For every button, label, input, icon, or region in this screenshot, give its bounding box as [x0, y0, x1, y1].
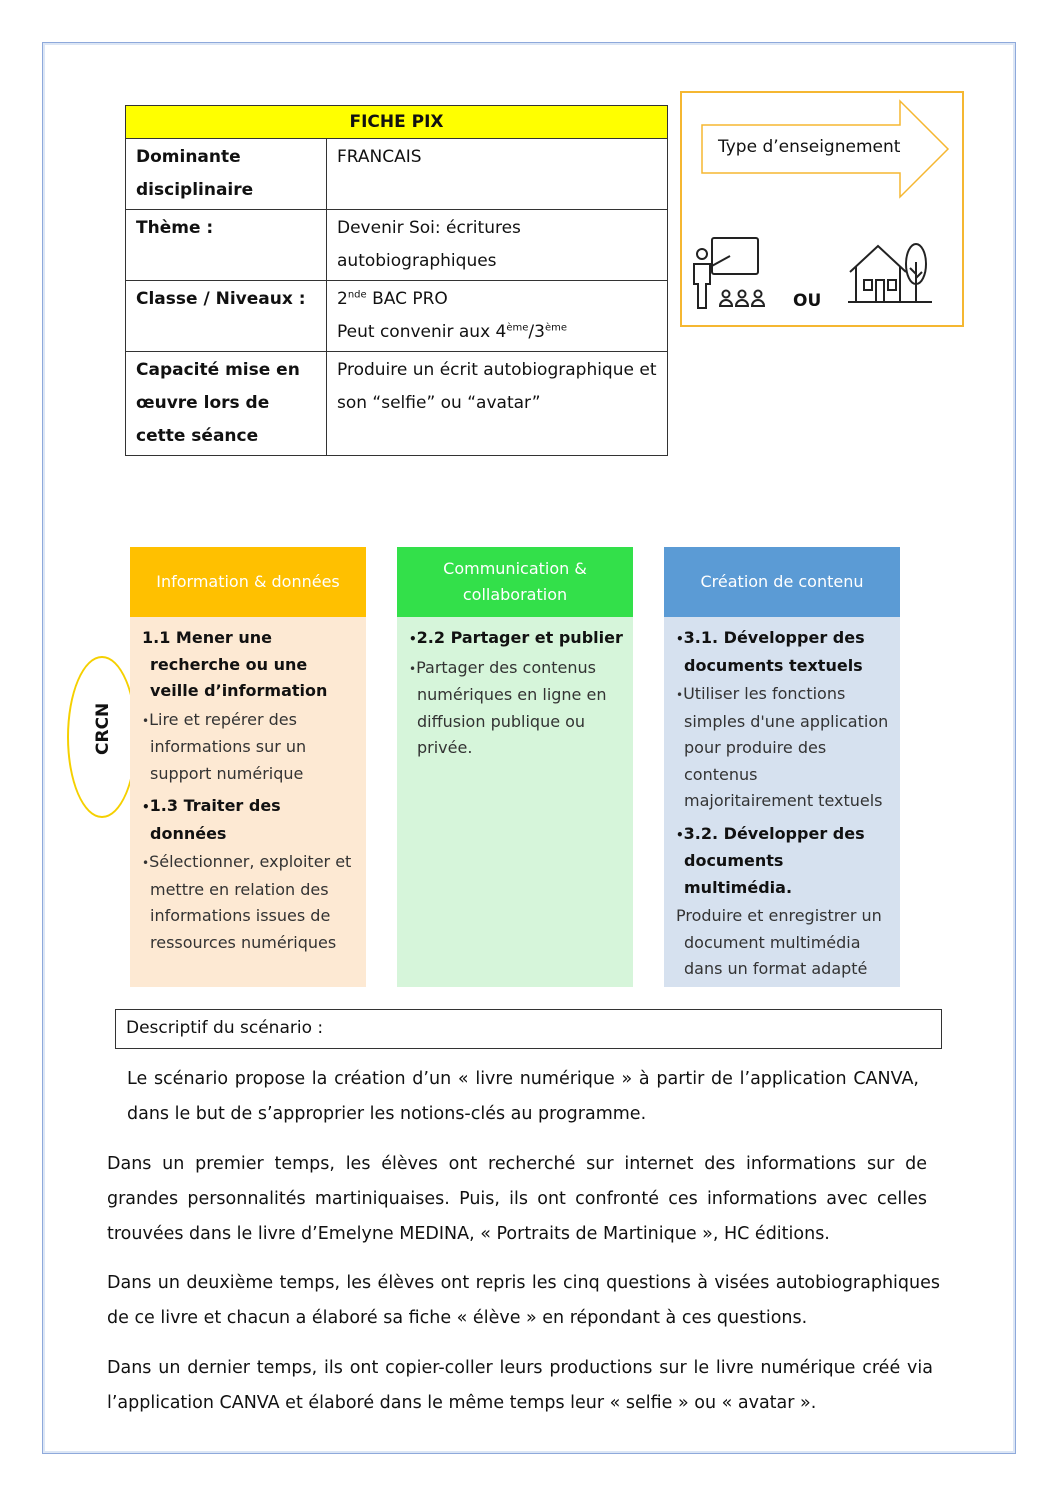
bullet-icon: •: [676, 688, 684, 702]
column-item: [140, 625, 356, 705]
column-item: [407, 625, 623, 653]
crcn-label: CRCN: [93, 702, 113, 755]
row-label-classe: Classe / Niveaux :: [126, 281, 327, 352]
row-value-capacite: Produire un écrit autobiographique et son “selfie” ou “avatar”: [327, 352, 668, 456]
item-text: Lire et repérer des informations sur un support numérique: [149, 709, 307, 783]
row-label-theme: Thème :: [126, 210, 327, 281]
type-enseignement-box: [680, 91, 964, 327]
teacher-classroom-icon: [688, 234, 768, 310]
column-header: Création de contenu: [664, 547, 900, 617]
column-item: [140, 707, 356, 788]
bullet-icon: •: [409, 632, 417, 646]
item-text: Partager des contenus numériques en ligne en diffusion publique ou privée.: [416, 657, 607, 757]
paragraph-scenario: Le scénario propose la création d’un « livre numérique » à partir de l’application CANVA, dans le but de s’approprier les notions-clés au programme.: [127, 1069, 919, 1124]
item-text: Produire et enregistrer un document multimédia dans un format adapté: [676, 906, 882, 978]
paragraph-premier-temps: Dans un premier temps, les élèves ont recherché sur internet des informations sur de grandes personnalités martiniquaises. Puis, ils ont confronté ces informations avec celles trouvées dans le livre d’Emelyne MEDINA, « Portraits de Martinique », HC éditions.: [107, 1154, 927, 1244]
item-text: 3.2. Développer des documents multimédia.: [683, 823, 865, 897]
bullet-icon: •: [142, 800, 150, 814]
column-body: [664, 617, 900, 987]
fiche-pix-table: [125, 105, 668, 456]
item-text: 2.2 Partager et publier: [416, 628, 623, 647]
item-text: 3.1. Développer des documents textuels: [683, 628, 865, 675]
bullet-icon: •: [142, 856, 150, 870]
column-2: [397, 547, 633, 987]
type-enseignement-label: Type d’enseignement: [718, 137, 901, 157]
column-item: [140, 793, 356, 847]
column-body: [130, 617, 366, 987]
bullet-icon: •: [142, 713, 150, 728]
column-item: [140, 849, 356, 956]
column-item: [674, 821, 890, 902]
item-text: 1.1 Mener une recherche ou une veille d’information: [142, 628, 328, 700]
column-item: [674, 625, 890, 679]
row-value-classe: 2nde BAC PRO Peut convenir aux 4ème/3ème: [327, 281, 668, 352]
row-label-capacite: Capacité mise en œuvre lors de cette séance: [126, 352, 327, 456]
item-text: 1.3 Traiter des données: [149, 796, 281, 843]
row-label-dominante: Dominante disciplinaire: [126, 139, 327, 210]
bullet-icon: •: [676, 827, 684, 842]
fiche-title: FICHE PIX: [126, 106, 668, 139]
house-tree-icon: [848, 242, 932, 308]
descriptif-box: Descriptif du scénario :: [115, 1009, 942, 1049]
column-1: [130, 547, 366, 987]
column-item: [407, 655, 623, 762]
row-value-dominante: FRANCAIS: [327, 139, 668, 210]
item-text: Utiliser les fonctions simples d'une application pour produire des contenus majoritairement textuels: [683, 684, 889, 810]
column-header: Communication & collaboration: [397, 547, 633, 617]
or-label: OU: [793, 291, 822, 311]
column-body: [397, 617, 633, 987]
bullet-icon: •: [676, 632, 684, 646]
column-header: Information & données: [130, 547, 366, 617]
paragraph-dernier-temps: Dans un dernier temps, ils ont copier-coller leurs productions sur le livre numérique créé via l’application CANVA et élaboré dans le même temps leur « selfie » ou « avatar ».: [107, 1358, 933, 1413]
column-3: [664, 547, 900, 987]
paragraph-deuxieme-temps: Dans un deuxième temps, les élèves ont repris les cinq questions à visées autobiographiques de ce livre et chacun a élaboré sa fiche « élève » en répondant à ces questions.: [107, 1273, 940, 1328]
bullet-icon: •: [409, 661, 417, 676]
column-item: [674, 681, 890, 815]
item-text: Sélectionner, exploiter et mettre en relation des informations issues de ressources numériques: [149, 852, 352, 952]
row-value-theme: Devenir Soi: écritures autobiographiques: [327, 210, 668, 281]
column-item: [674, 903, 890, 983]
